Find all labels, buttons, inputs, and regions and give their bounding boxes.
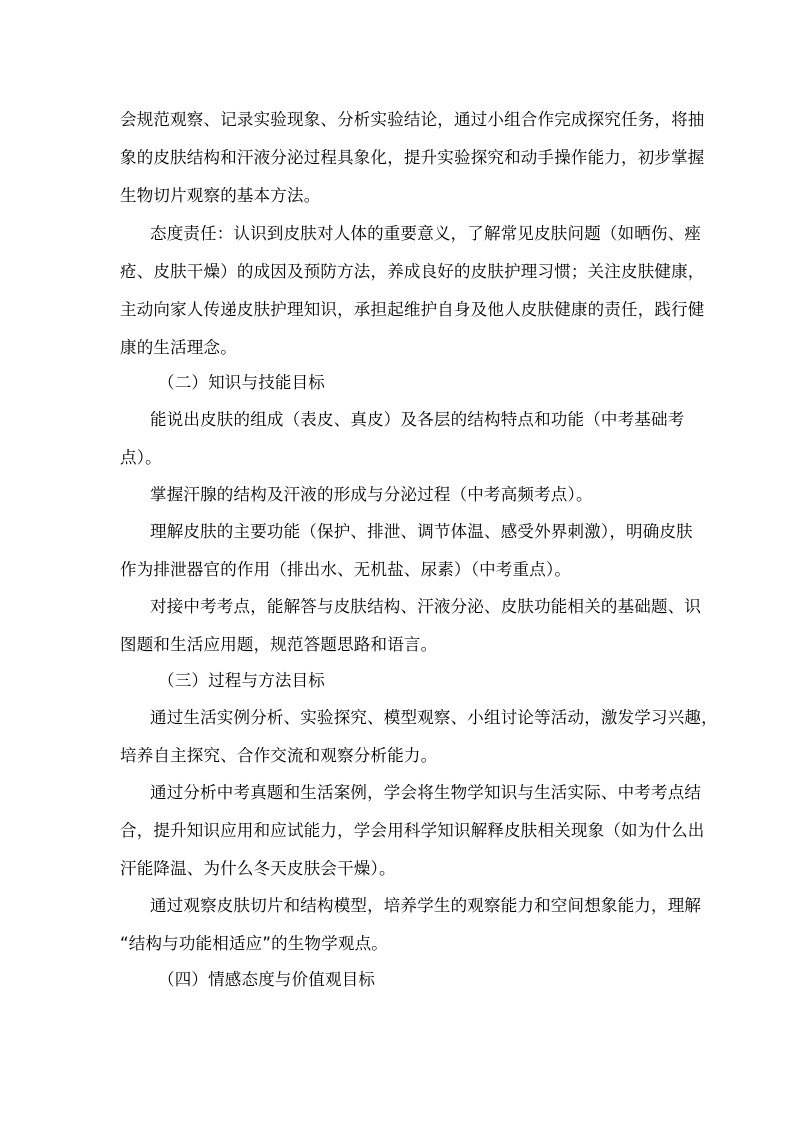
paragraph-line: 康的生活理念。 xyxy=(120,338,237,357)
paragraph-line: 疮、皮肤干燥）的成因及预防方法，养成良好的皮肤护理习惯；关注皮肤健康， xyxy=(120,262,705,281)
paragraph-line: 对接中考考点，能解答与皮肤结构、汗液分泌、皮肤功能相关的基础题、识 xyxy=(150,597,702,616)
paragraph-line: 图题和生活应用题，规范答题思路和语言。 xyxy=(120,635,438,654)
paragraph-line: 态度责任：认识到皮肤对人体的重要意义，了解常见皮肤问题（如晒伤、痤 xyxy=(150,224,702,243)
paragraph-line: 掌握汗腺的结构及汗液的形成与分泌过程（中考高频考点）。 xyxy=(150,485,593,504)
paragraph-line: 培养自主探究、合作交流和观察分析能力。 xyxy=(120,746,438,765)
paragraph-line: 作为排泄器官的作用（排出水、无机盐、尿素）（中考重点）。 xyxy=(120,560,572,579)
section-heading: （三）过程与方法目标 xyxy=(158,671,325,690)
paragraph-line: 能说出皮肤的组成（表皮、真皮）及各层的结构特点和功能（中考基础考 xyxy=(150,410,685,429)
paragraph-line: 汗能降温、为什么冬天皮肤会干燥）。 xyxy=(120,859,396,878)
paragraph-line: 理解皮肤的主要功能（保护、排泄、调节体温、感受外界刺激），明确皮肤 xyxy=(150,522,693,541)
paragraph-line: 象的皮肤结构和汗液分泌过程具象化，提升实验探究和动手操作能力，初步掌握 xyxy=(120,148,705,167)
paragraph-line: 生物切片观察的基本方法。 xyxy=(120,186,321,205)
paragraph-line: 主动向家人传递皮肤护理知识，承担起维护自身及他人皮肤健康的责任，践行健 xyxy=(120,300,705,319)
paragraph-line: 通过分析中考真题和生活案例，学会将生物学知识与生活实际、中考考点结 xyxy=(150,783,702,802)
section-heading: （四）情感态度与价值观目标 xyxy=(158,970,376,989)
paragraph-line: 会规范观察、记录实验现象、分析实验结论，通过小组合作完成探究任务，将抽 xyxy=(120,110,705,129)
paragraph-line: 点）。 xyxy=(120,448,162,467)
paragraph-line: 合，提升知识应用和应试能力，学会用科学知识解释皮肤相关现象（如为什么出 xyxy=(120,821,705,840)
paragraph-line: 通过观察皮肤切片和结构模型，培养学生的观察能力和空间想象能力，理解 xyxy=(150,896,702,915)
paragraph-line: “结构与功能相适应”的生物学观点。 xyxy=(120,934,388,953)
paragraph-line: 通过生活实例分析、实验探究、模型观察、小组讨论等活动，激发学习兴趣， xyxy=(150,708,718,727)
section-heading: （二）知识与技能目标 xyxy=(158,373,325,392)
